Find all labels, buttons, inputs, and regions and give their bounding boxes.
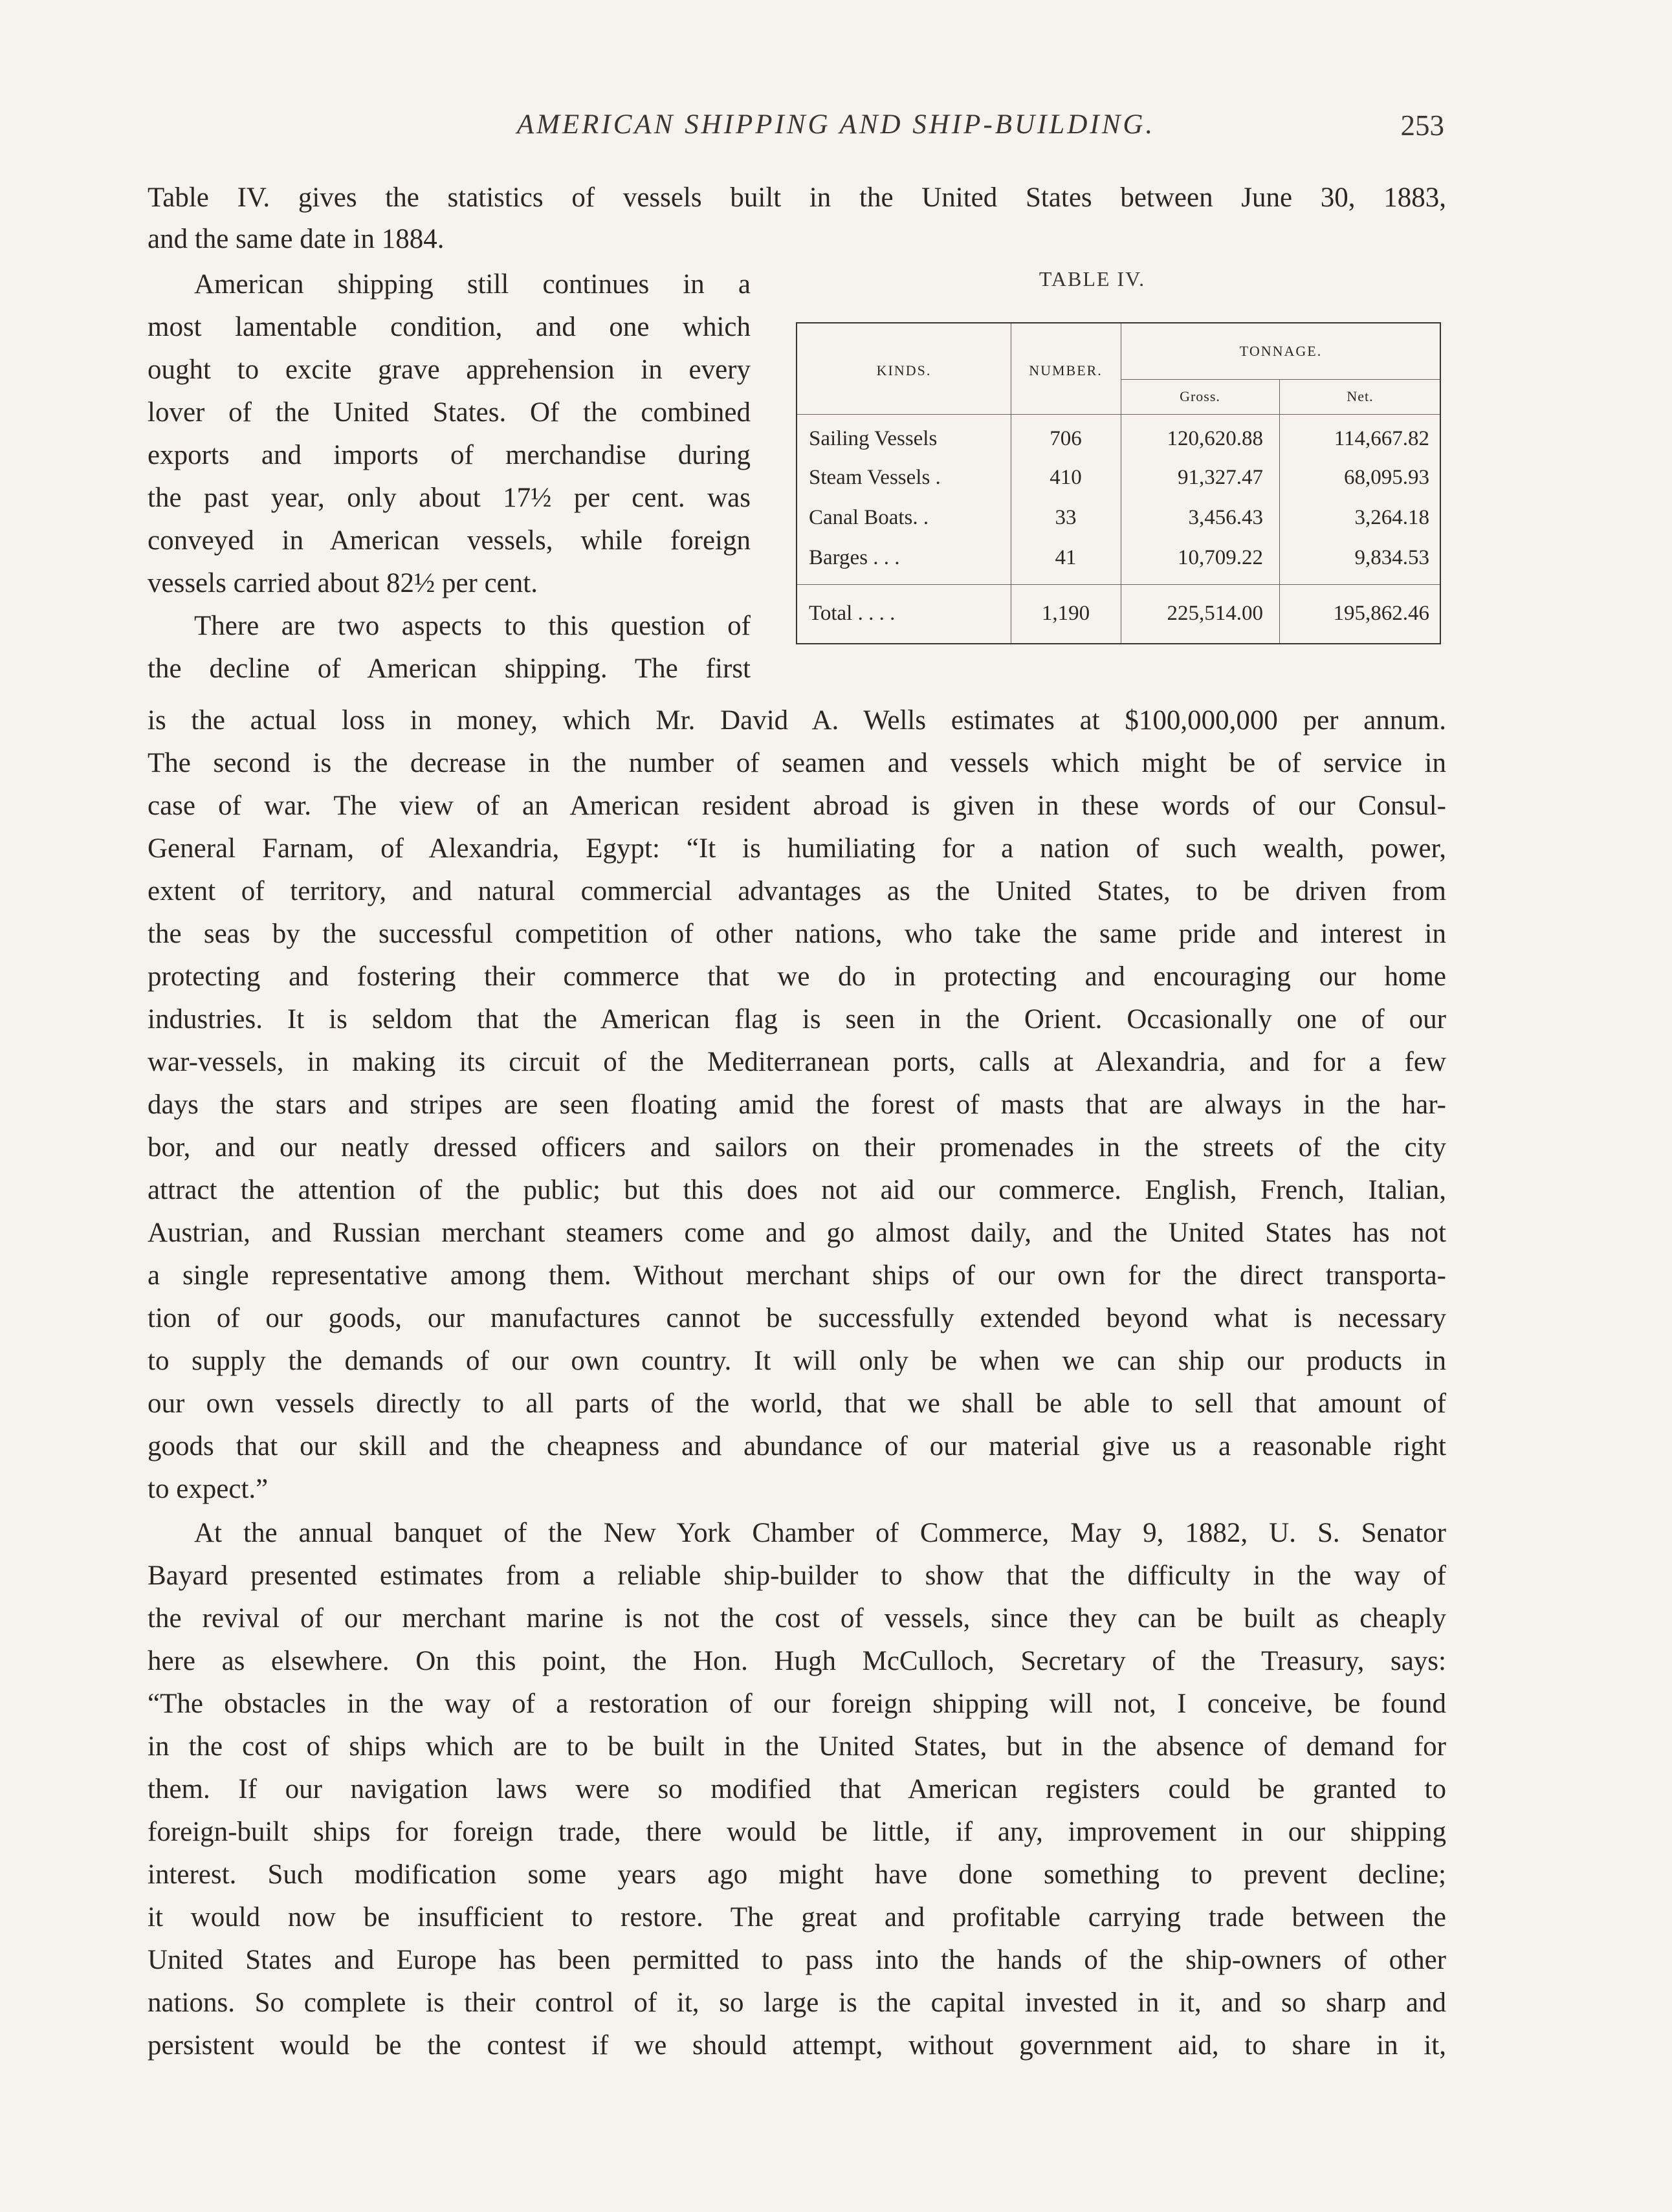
row-net: 9,834.53 [1354, 546, 1429, 569]
row-number: 33 [1055, 506, 1077, 529]
body-line: Austrian, and Russian merchant steamers come and go almost daily, and the United States has not [148, 1218, 1446, 1248]
body-line: our own vessels directly to all parts of the world, that we shall be able to sell that amount of [148, 1388, 1446, 1419]
body-line: “The obstacles in the way of a restoration of our foreign shipping will not, I conceive, be found [148, 1689, 1446, 1719]
body-line: them. If our navigation laws were so modified that American registers could be granted to [148, 1774, 1446, 1804]
body-line: foreign-built ships for foreign trade, there would be little, if any, improvement in our shipping [148, 1817, 1446, 1847]
vessels-table [796, 322, 1441, 644]
body-line: There are two aspects to this question of [194, 611, 751, 641]
body-line: General Farnam, of Alexandria, Egypt: “It is humiliating for a nation of such wealth, power, [148, 833, 1446, 864]
body-line: conveyed in American vessels, while foreign [148, 525, 751, 556]
row-gross: 120,620.88 [1167, 427, 1263, 450]
body-line: ought to excite grave apprehension in every [148, 355, 751, 385]
body-line: The second is the decrease in the number of seamen and vessels which might be of service in [148, 748, 1446, 778]
row-gross: 3,456.43 [1188, 506, 1263, 529]
total-number: 1,190 [1041, 602, 1090, 625]
body-line: it would now be insufficient to restore. The great and profitable carrying trade between the [148, 1902, 1446, 1933]
header-number: NUMBER. [1029, 362, 1103, 378]
body-line: a single representative among them. Without merchant ships of our own for the direct transporta- [148, 1260, 1446, 1291]
body-line: lover of the United States. Of the combined [148, 397, 751, 428]
body-line: the revival of our merchant marine is not the cost of vessels, since they can be built as cheaply [148, 1603, 1446, 1634]
body-line: Table IV. gives the statistics of vessels built in the United States between June 30, 1883, [148, 182, 1446, 213]
body-line: here as elsewhere. On this point, the Hon. Hugh McCulloch, Secretary of the Treasury, says: [148, 1646, 1446, 1676]
body-line: American shipping still continues in a [194, 269, 751, 300]
row-kind: Steam Vessels . [809, 466, 941, 489]
body-line: and the same date in 1884. [148, 224, 445, 254]
body-line: exports and imports of merchandise during [148, 440, 751, 470]
row-net: 114,667.82 [1334, 427, 1429, 450]
body-line: the decline of American shipping. The first [148, 653, 751, 684]
row-gross: 91,327.47 [1178, 466, 1263, 489]
row-number: 410 [1050, 466, 1082, 489]
body-line: persistent would be the contest if we should attempt, without government aid, to share in it, [148, 2030, 1446, 2061]
total-kind: Total . . . . [809, 602, 896, 625]
row-net: 3,264.18 [1354, 506, 1429, 529]
body-line: At the annual banquet of the New York Chamber of Commerce, May 9, 1882, U. S. Senator [194, 1518, 1446, 1548]
row-number: 41 [1055, 546, 1077, 569]
body-line: days the stars and stripes are seen floating amid the forest of masts that are always in the har- [148, 1090, 1446, 1120]
total-net: 195,862.46 [1333, 602, 1429, 625]
body-line: extent of territory, and natural commercial advantages as the United States, to be driven from [148, 876, 1446, 906]
running-title: AMERICAN SHIPPING AND SHIP-BUILDING. [516, 109, 1156, 140]
row-net: 68,095.93 [1344, 466, 1429, 489]
row-divider [1121, 379, 1440, 380]
body-line: Bayard presented estimates from a reliable ship-builder to show that the difficulty in the way of [148, 1560, 1446, 1591]
total-gross: 225,514.00 [1167, 602, 1263, 625]
body-line: is the actual loss in money, which Mr. David A. Wells estimates at $100,000,000 per annum. [148, 705, 1446, 736]
body-line: protecting and fostering their commerce that we do in protecting and encouraging our home [148, 961, 1446, 992]
page-header [0, 109, 1672, 154]
body-line: vessels carried about 82½ per cent. [148, 568, 538, 598]
body-line: war-vessels, in making its circuit of the Mediterranean ports, calls at Alexandria, and for a few [148, 1047, 1446, 1077]
body-line: United States and Europe has been permitted to pass into the hands of the ship-owners of other [148, 1945, 1446, 1975]
body-line: attract the attention of the public; but this does not aid our commerce. English, French, Italian, [148, 1175, 1446, 1205]
row-kind: Canal Boats. . [809, 506, 929, 529]
row-divider [797, 414, 1440, 415]
body-line: goods that our skill and the cheapness and abundance of our material give us a reasonable right [148, 1431, 1446, 1462]
body-line: tion of our goods, our manufactures cannot be successfully extended beyond what is necessary [148, 1303, 1446, 1333]
header-gross: Gross. [1180, 388, 1220, 404]
body-line: in the cost of ships which are to be built in the United States, but in the absence of demand for [148, 1731, 1446, 1762]
row-number: 706 [1050, 427, 1082, 450]
row-kind: Barges . . . [809, 546, 900, 569]
body-line: industries. It is seldom that the American flag is seen in the Orient. Occasionally one of our [148, 1004, 1446, 1035]
header-net: Net. [1347, 388, 1374, 404]
row-divider [797, 584, 1440, 585]
page-number: 253 [1400, 109, 1444, 142]
body-line: nations. So complete is their control of it, so large is the capital invested in it, and so sharp and [148, 1988, 1446, 2018]
body-line: interest. Such modification some years ago might have done something to prevent decline; [148, 1859, 1446, 1890]
body-line: the past year, only about 17½ per cent. was [148, 483, 751, 513]
body-line: the seas by the successful competition of other nations, who take the same pride and interest in [148, 919, 1446, 949]
body-line: case of war. The view of an American resident abroad is given in these words of our Consul- [148, 791, 1446, 821]
body-line: bor, and our neatly dressed officers and sailors on their promenades in the streets of the city [148, 1132, 1446, 1163]
header-tonnage: TONNAGE. [1239, 343, 1323, 359]
body-line: to expect.” [148, 1474, 269, 1504]
row-kind: Sailing Vessels [809, 427, 938, 450]
row-gross: 10,709.22 [1178, 546, 1263, 569]
body-line: most lamentable condition, and one which [148, 312, 751, 342]
body-line: to supply the demands of our own country. It will only be when we can ship our products in [148, 1346, 1446, 1376]
table-caption: TABLE IV. [1039, 267, 1146, 290]
header-kinds: KINDS. [876, 362, 932, 378]
